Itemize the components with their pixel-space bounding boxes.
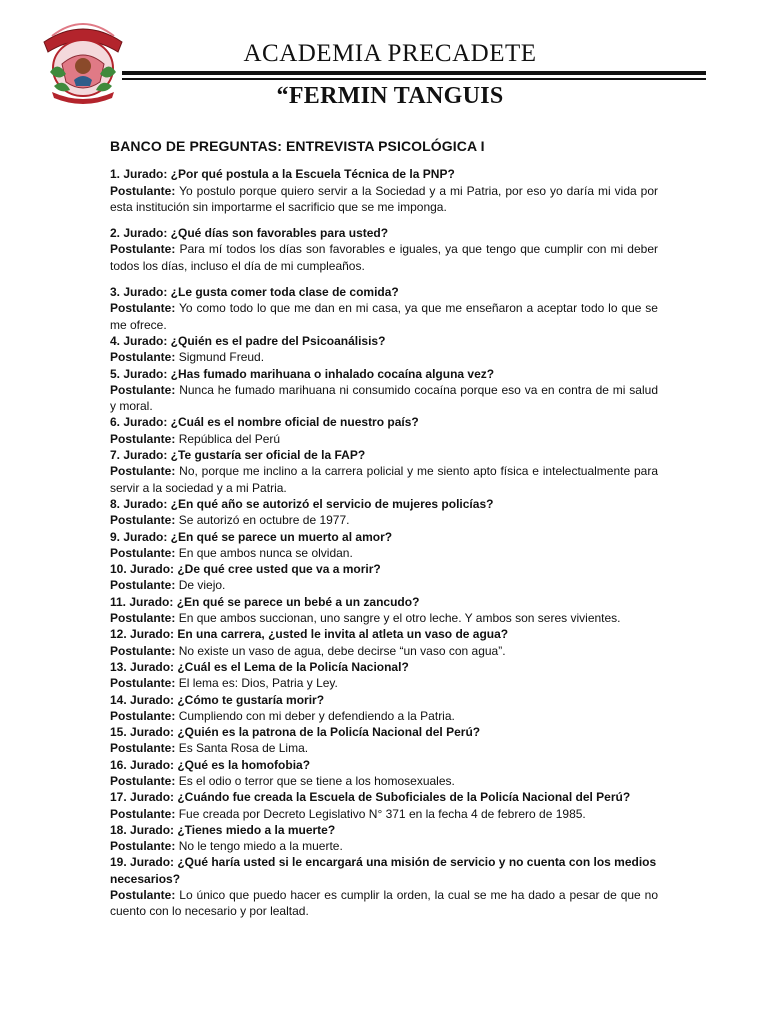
answer-text: No le tengo miedo a la muerte.	[178, 839, 343, 854]
question-text: 3. Jurado: ¿Le gusta comer toda clase de comida?	[110, 285, 399, 300]
question-text: 5. Jurado: ¿Has fumado marihuana o inhalado cocaína alguna vez?	[110, 366, 495, 381]
postulante-label: Postulante:	[110, 431, 176, 446]
qa-item	[110, 659, 658, 692]
academy-title: ACADEMIA PRECADETE	[243, 40, 537, 67]
question-text: 17. Jurado: ¿Cuándo fue creada la Escuela de Suboficiales de la Policía Nacional del Perú?	[110, 790, 631, 805]
question-text: 2. Jurado: ¿Qué días son favorables para usted?	[110, 226, 389, 241]
question-text: 12. Jurado: En una carrera, ¿usted le invita al atleta un vaso de agua?	[110, 627, 509, 642]
answer-text: Es el odio o terror que se tiene a los homosexuales.	[178, 773, 455, 788]
qa-item	[110, 724, 658, 757]
answer-block	[110, 463, 658, 496]
qa-item	[110, 561, 658, 594]
answer-block	[110, 610, 658, 626]
question-text: 16. Jurado: ¿Qué es la homofobia?	[110, 757, 311, 772]
postulante-label: Postulante:	[110, 350, 176, 365]
answer-text: Sigmund Freud.	[178, 350, 265, 365]
question-text: 7. Jurado: ¿Te gustaría ser oficial de la FAP?	[110, 448, 366, 463]
answer-block	[110, 806, 658, 822]
answer-block	[110, 431, 658, 447]
answer-text: En que ambos nunca se olvidan.	[178, 545, 353, 560]
question-text: 13. Jurado: ¿Cuál es el Lema de la Policía Nacional?	[110, 659, 409, 674]
postulante-label: Postulante:	[110, 464, 176, 479]
postulante-label: Postulante:	[110, 839, 176, 854]
question-text: 14. Jurado: ¿Cómo te gustaría morir?	[110, 692, 325, 707]
document-heading: BANCO DE PREGUNTAS: ENTREVISTA PSICOLÓGICA I	[110, 138, 485, 154]
answer-text: Nunca he fumado marihuana ni consumido cocaína porque eso va en contra de mi salud y moral.	[110, 382, 658, 414]
postulante-label: Postulante:	[110, 708, 176, 723]
postulante-label: Postulante:	[110, 578, 176, 593]
answer-block	[110, 183, 658, 216]
question-text: 18. Jurado: ¿Tienes miedo a la muerte?	[110, 822, 336, 837]
qa-item	[110, 854, 658, 919]
header-rule-thin	[122, 78, 706, 80]
answer-block	[110, 887, 658, 920]
answer-block	[110, 545, 658, 561]
header-rule-thick	[122, 71, 706, 75]
question-text: 8. Jurado: ¿En qué año se autorizó el servicio de mujeres policías?	[110, 496, 494, 511]
answer-block	[110, 708, 658, 724]
qa-item	[110, 333, 658, 366]
answer-block	[110, 577, 658, 593]
postulante-label: Postulante:	[110, 676, 176, 691]
answer-block	[110, 300, 658, 333]
answer-text: Se autorizó en octubre de 1977.	[178, 513, 350, 528]
answer-text: Cumpliendo con mi deber y defendiendo a la Patria.	[178, 708, 455, 723]
document-body	[110, 138, 658, 920]
question-text: 1. Jurado: ¿Por qué postula a la Escuela Técnica de la PNP?	[110, 167, 455, 182]
answer-block	[110, 838, 658, 854]
answer-text: Es Santa Rosa de Lima.	[178, 741, 309, 756]
postulante-label: Postulante:	[110, 643, 176, 658]
answer-block	[110, 382, 658, 415]
answer-text: Para mí todos los días son favorables e iguales, ya que tengo que cumplir con mi deber todos los días, incluso el día de mi cumpleaños.	[110, 242, 658, 273]
answer-text: El lema es: Dios, Patria y Ley.	[178, 676, 338, 691]
question-text: 10. Jurado: ¿De qué cree usted que va a morir?	[110, 562, 381, 577]
answer-text: De viejo.	[178, 578, 226, 593]
answer-text: No, porque me inclino a la carrera policial y me siento apto física e intelectualmente para servir a la sociedad y a mi Patria.	[110, 464, 658, 495]
qa-item	[110, 626, 658, 659]
postulante-label: Postulante:	[110, 888, 176, 903]
question-text: 15. Jurado: ¿Quién es la patrona de la Policía Nacional del Perú?	[110, 725, 481, 740]
answer-text: No existe un vaso de agua, debe decirse “un vaso con agua”.	[178, 643, 506, 658]
answer-text: Yo como todo lo que me dan en mi casa, ya que me enseñaron a aceptar todo lo que se me ofrece.	[110, 301, 658, 332]
academy-subtitle: “FERMIN TANGUIS	[276, 83, 504, 109]
answer-block	[110, 675, 658, 691]
answer-text: En que ambos succionan, uno sangre y el otro leche. Y ambos son seres vivientes.	[178, 611, 621, 626]
postulante-label: Postulante:	[110, 545, 176, 560]
answer-block	[110, 349, 658, 365]
qa-item	[110, 284, 658, 333]
qa-item	[110, 822, 658, 855]
postulante-label: Postulante:	[110, 513, 176, 528]
qa-item	[110, 594, 658, 627]
answer-text: Fue creada por Decreto Legislativo N° 371 en la fecha 4 de febrero de 1985.	[178, 806, 586, 821]
postulante-label: Postulante:	[110, 382, 176, 397]
question-text: 19. Jurado: ¿Qué haría usted si le encargará una misión de servicio y no cuenta con los medios necesarios?	[110, 855, 657, 886]
answer-text: Lo único que puedo hacer es cumplir la orden, la cual se me ha dado a pesar de que no cuento con lo necesario y por lealtad.	[110, 888, 658, 919]
answer-block	[110, 740, 658, 756]
qa-item	[110, 166, 658, 215]
postulante-label: Postulante:	[110, 301, 176, 316]
qa-item	[110, 757, 658, 790]
qa-item	[110, 225, 658, 274]
answer-block	[110, 512, 658, 528]
answer-block	[110, 773, 658, 789]
postulante-label: Postulante:	[110, 741, 176, 756]
question-text: 9. Jurado: ¿En qué se parece un muerto al amor?	[110, 529, 393, 544]
postulante-label: Postulante:	[110, 183, 176, 198]
question-text: 6. Jurado: ¿Cuál es el nombre oficial de nuestro país?	[110, 415, 419, 430]
qa-item	[110, 366, 658, 415]
postulante-label: Postulante:	[110, 242, 176, 257]
qa-item	[110, 496, 658, 529]
answer-block	[110, 643, 658, 659]
answer-text: Yo postulo porque quiero servir a la Sociedad y a mi Patria, por eso yo daría mi vida por esta institución sin importarme el sacrificio que se me imponga.	[110, 183, 658, 214]
postulante-label: Postulante:	[110, 806, 176, 821]
answer-text: República del Perú	[178, 431, 281, 446]
qa-item	[110, 414, 658, 447]
qa-item	[110, 529, 658, 562]
qa-item	[110, 692, 658, 725]
qa-item	[110, 789, 658, 822]
answer-block	[110, 241, 658, 274]
question-text: 4. Jurado: ¿Quién es el padre del Psicoanálisis?	[110, 333, 386, 348]
postulante-label: Postulante:	[110, 773, 176, 788]
qa-list	[110, 166, 658, 919]
academy-crest-icon	[38, 12, 128, 104]
qa-item	[110, 447, 658, 496]
question-text: 11. Jurado: ¿En qué se parece un bebé a un zancudo?	[110, 594, 420, 609]
postulante-label: Postulante:	[110, 611, 176, 626]
